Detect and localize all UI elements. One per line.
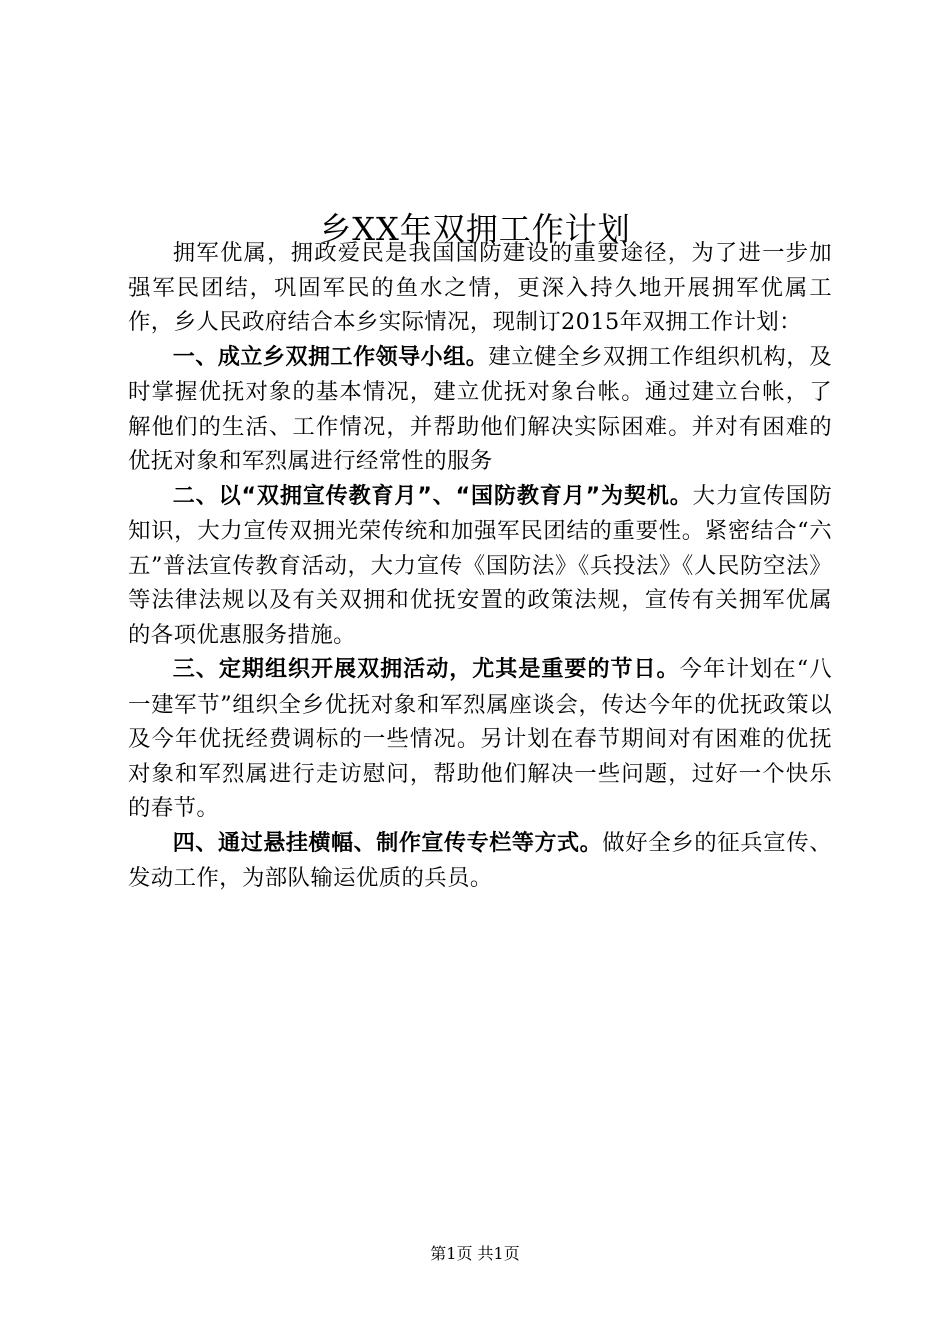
section-paragraph-2 — [128, 479, 832, 653]
section-paragraph-4 — [128, 826, 832, 896]
section-heading-3: 三、定期组织开展双拥活动，尤其是重要的节日。 — [172, 657, 680, 682]
section-heading-2: 二、以“双拥宣传教育月”、“国防教育月”为契机。 — [172, 483, 693, 509]
section-paragraph-3 — [128, 652, 832, 826]
document-title: 乡XX年双拥工作计划 — [319, 210, 631, 249]
section-body-1: 建立健全乡双拥工作组织机构，及时掌握优抚对象的基本情况，建立优抚对象台帐。通过建立台帐，了解他们的生活、工作情况，并帮助他们解决实际困难。并对有困难的优抚对象和军烈属进行经常性的服务 — [128, 343, 832, 474]
section-body-2: 大力宣传国防知识，大力宣传双拥光荣传统和加强军民团结的重要性。紧密结合“六五”普法宣传教育活动，大力宣传《国防法》《兵投法》《人民防空法》等法律法规以及有关双拥和优抚安置的政策法规，宣传有关拥军优属的各项优惠服务措施。 — [128, 482, 833, 648]
section-paragraph-1 — [128, 340, 832, 479]
section-body-3: 今年计划在“八一建军节”组织全乡优抚对象和军烈属座谈会，传达今年的优抚政策以及今年优抚经费调标的一些情况。另计划在春节期间对有困难的优抚对象和军烈属进行走访慰问，帮助他们解决一些问题，过好一个快乐的春节。 — [128, 656, 832, 821]
section-heading-4: 四、通过悬挂横幅、制作宣传专栏等方式。 — [172, 830, 603, 856]
section-heading-1: 一、成立乡双拥工作领导小组。 — [172, 344, 489, 370]
page-footer: 第1页 共1页 — [430, 1244, 520, 1263]
intro-paragraph: 拥军优属，拥政爱民是我国国防建设的重要途径，为了进一步加强军民团结，巩固军民的鱼水之情，更深入持久地开展拥军优属工作，乡人民政府结合本乡实际情况，现制订2015年双拥工作计划： — [128, 240, 832, 335]
document-body — [128, 236, 832, 896]
section-body-4: 做好全乡的征兵宣传、发动工作，为部队输运优质的兵员。 — [128, 829, 832, 891]
